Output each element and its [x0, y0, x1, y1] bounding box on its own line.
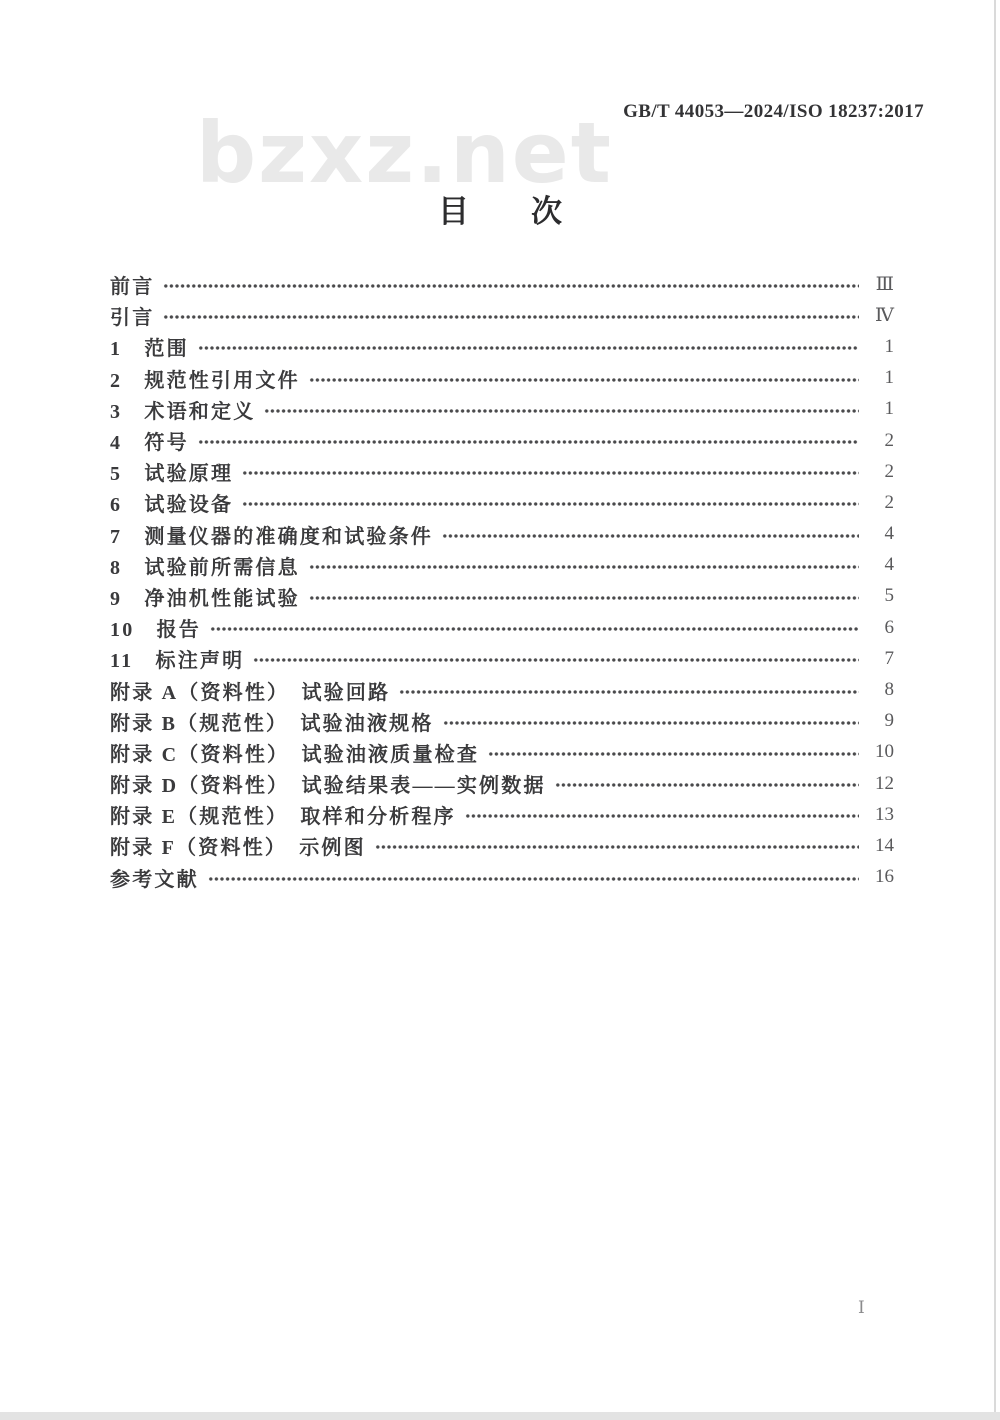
- toc-entry-label: 附录 C（资料性） 试验油液质量检查: [110, 743, 480, 766]
- toc-entry: [110, 331, 894, 362]
- toc-entry: [110, 456, 894, 487]
- toc-entry-label: 2 规范性引用文件: [110, 369, 300, 392]
- toc-entry-label: 参考文献: [110, 868, 199, 891]
- toc-entry-page-number: 16: [875, 866, 894, 888]
- toc-entry-page-number: 2: [884, 460, 894, 482]
- dot-leader: [163, 311, 859, 323]
- toc-entry-page-number: 13: [875, 803, 894, 825]
- dot-leader: [443, 717, 859, 729]
- toc-entry-page-number: 1: [884, 335, 894, 357]
- toc-entry-page-number: 6: [884, 616, 894, 638]
- watermark-text: bzxz.net: [196, 104, 613, 202]
- toc-entry-page-number: Ⅳ: [875, 305, 894, 327]
- toc-entry-label: 1 范围: [110, 338, 189, 361]
- toc-entry-page-number: Ⅲ: [875, 274, 894, 296]
- toc-entry-page-number: 4: [884, 554, 894, 576]
- dot-leader: [208, 873, 859, 885]
- toc-entry-page-number: 8: [884, 679, 894, 701]
- dot-leader: [555, 779, 859, 791]
- toc-entry-label: 附录 F（资料性） 示例图: [110, 837, 366, 860]
- dot-leader: [198, 436, 859, 448]
- toc-entry-page-number: 2: [884, 491, 894, 513]
- dot-leader: [253, 654, 859, 666]
- toc-entry: [110, 519, 894, 550]
- toc-entry: [110, 674, 894, 705]
- toc-entry-label: 引言: [110, 307, 155, 330]
- toc-entry-page-number: 1: [884, 398, 894, 420]
- toc-entry: [110, 394, 894, 425]
- dot-leader: [442, 530, 859, 542]
- toc-entry: [110, 737, 894, 768]
- toc-entry: [110, 706, 894, 737]
- toc-entry-page-number: 5: [884, 585, 894, 607]
- toc-entry: [110, 363, 894, 394]
- footer-page-number: Ⅰ: [858, 1298, 865, 1317]
- standard-number-header: GB/T 44053—2024/ISO 18237:2017: [623, 101, 924, 122]
- dot-leader: [242, 467, 859, 479]
- toc-entry: [110, 550, 894, 581]
- toc-entry: [110, 799, 894, 830]
- toc-entry-label: 9 净油机性能试验: [110, 587, 300, 610]
- toc-entry: [110, 300, 894, 331]
- dot-leader: [488, 748, 859, 760]
- toc-entry-label: 附录 D（资料性） 试验结果表——实例数据: [110, 775, 546, 798]
- page-title: 目 次: [438, 194, 562, 229]
- dot-leader: [210, 623, 859, 635]
- toc-entry: [110, 768, 894, 799]
- toc-entry-page-number: 7: [884, 647, 894, 669]
- toc-entry: [110, 425, 894, 456]
- scan-edge-right: [994, 0, 996, 1412]
- dot-leader: [163, 280, 859, 292]
- table-of-contents: [110, 269, 894, 893]
- dot-leader: [375, 841, 859, 853]
- toc-entry-page-number: 14: [875, 834, 894, 856]
- toc-entry: [110, 269, 894, 300]
- toc-entry-page-number: 4: [884, 523, 894, 545]
- scan-edge-bottom: [0, 1412, 1000, 1420]
- toc-entry: [110, 643, 894, 674]
- toc-entry-page-number: 1: [884, 367, 894, 389]
- toc-entry-page-number: 2: [884, 429, 894, 451]
- toc-entry-label: 3 术语和定义: [110, 400, 256, 423]
- dot-leader: [309, 374, 859, 386]
- toc-entry-label: 附录 A（资料性） 试验回路: [110, 681, 391, 704]
- toc-entry-label: 7 测量仪器的准确度和试验条件: [110, 525, 433, 548]
- toc-entry-label: 11 标注声明: [110, 650, 245, 673]
- toc-entry: [110, 862, 894, 893]
- toc-entry-label: 10 报告: [110, 619, 201, 642]
- toc-entry: [110, 612, 894, 643]
- toc-entry: [110, 581, 894, 612]
- toc-entry: [110, 487, 894, 518]
- toc-entry-label: 4 符号: [110, 432, 189, 455]
- dot-leader: [242, 498, 859, 510]
- toc-entry-label: 附录 B（规范性） 试验油液规格: [110, 712, 434, 735]
- toc-entry-page-number: 10: [875, 741, 894, 763]
- dot-leader: [309, 592, 859, 604]
- dot-leader: [264, 405, 859, 417]
- toc-entry: [110, 830, 894, 861]
- toc-entry-label: 5 试验原理: [110, 463, 234, 486]
- toc-entry-label: 附录 E（规范性） 取样和分析程序: [110, 806, 456, 829]
- toc-entry-label: 8 试验前所需信息: [110, 556, 300, 579]
- dot-leader: [309, 561, 859, 573]
- dot-leader: [399, 686, 859, 698]
- toc-entry-label: 前言: [110, 276, 155, 299]
- toc-entry-page-number: 12: [875, 772, 894, 794]
- dot-leader: [465, 810, 859, 822]
- toc-entry-page-number: 9: [884, 710, 894, 732]
- toc-entry-label: 6 试验设备: [110, 494, 234, 517]
- dot-leader: [198, 342, 859, 354]
